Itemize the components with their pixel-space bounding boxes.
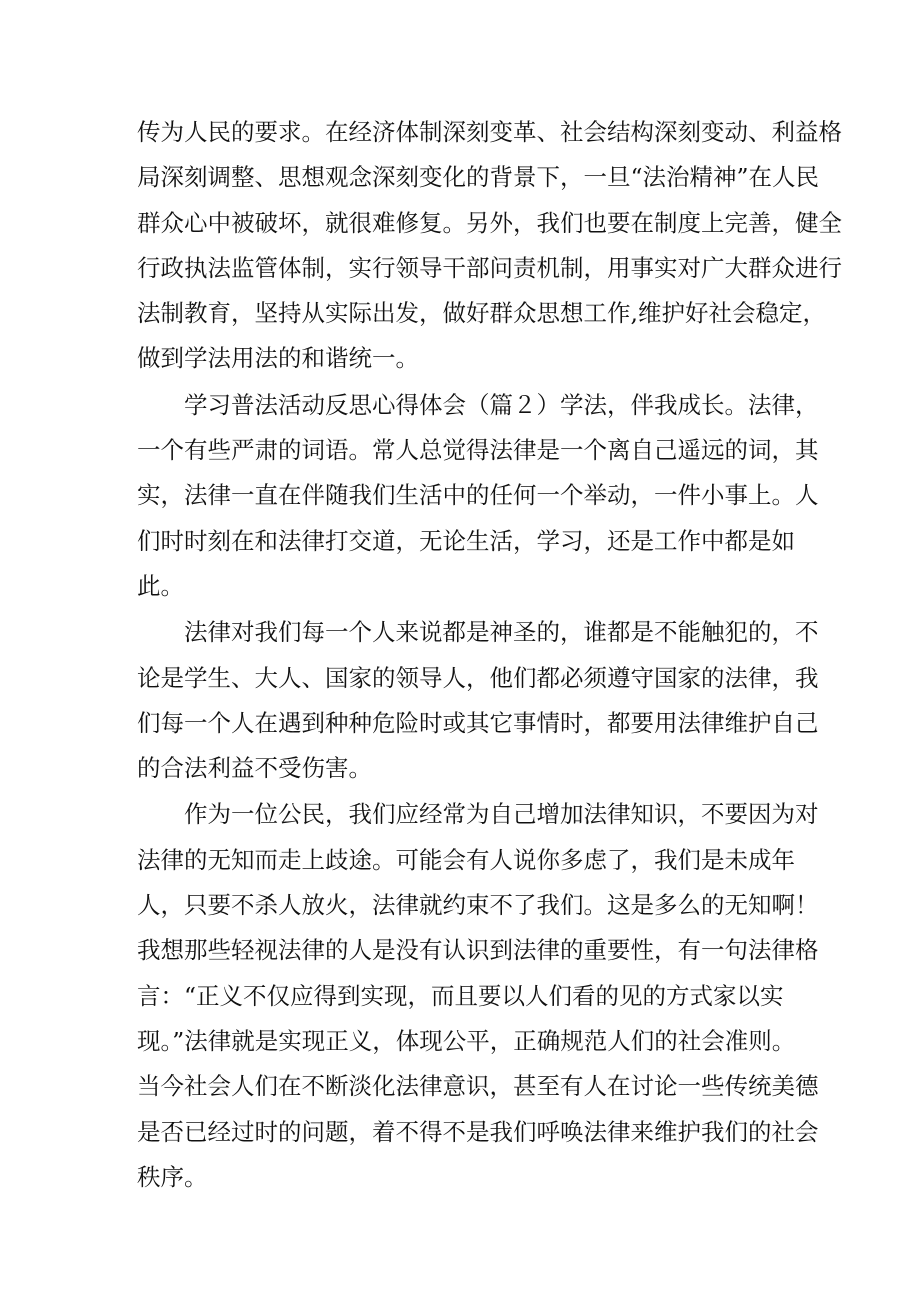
- text-line: 当今社会人们在不断淡化法律意识，甚至有人在讨论一些传统美德: [137, 1072, 819, 1101]
- text-line: 我想那些轻视法律的人是没有认识到法律的重要性，有一句法律格: [137, 936, 819, 965]
- text-line: 论是学生、大人、国家的领导人，他们都必须遵守国家的法律，我: [137, 663, 819, 692]
- text-line: 传为人民的要求。在经济体制深刻变革、社会结构深刻变动、利益格: [137, 118, 842, 146]
- text-line: 是否已经过时的问题，着不得不是我们呼唤法律来维护我们的社会: [137, 1117, 819, 1146]
- text-line: 法律的无知而走上歧途。可能会有人说你多虑了，我们是未成年: [137, 845, 795, 874]
- text-line: 行政执法监管体制，实行领导干部问责机制，用事实对广大群众进行: [137, 253, 842, 282]
- text-line: 们每一个人在遇到种种危险时或其它事情时，都要用法律维护自己: [137, 708, 819, 737]
- text-line: 学习普法活动反思心得体会（篇２）学法，伴我成长。法律，: [137, 390, 819, 419]
- text-line: 作为一位公民，我们应经常为自己增加法律知识，不要因为对: [137, 800, 819, 829]
- text-line: 言：“正义不仅应得到实现，而且要以人们看的见的方式家以实: [137, 981, 784, 1010]
- text-line: 人，只要不杀人放火，法律就约束不了我们。这是多么的无知啊！: [137, 891, 819, 920]
- text-line: 此。: [137, 571, 184, 600]
- text-line: 局深刻调整、思想观念深刻变化的背景下，一旦“法治精神”在人民: [137, 163, 820, 192]
- text-line: 们时时刻在和法律打交道，无论生活，学习，还是工作中都是如: [137, 526, 795, 555]
- text-line: 做到学法用法的和谐统一。: [137, 344, 419, 373]
- text-line: 现。”法律就是实现正义，体现公平，正确规范人们的社会准则。: [137, 1026, 796, 1055]
- text-line: 法制教育，坚持从实际出发，做好群众思想工作,维护好社会稳定，: [137, 299, 826, 328]
- paragraph-2: [137, 383, 819, 609]
- document-body: [137, 110, 842, 1200]
- text-line: 法律对我们每一个人来说都是神圣的，谁都是不能触犯的，不: [137, 618, 819, 647]
- paragraph-1: [137, 110, 842, 382]
- text-line: 实，法律一直在伴随我们生活中的任何一个举动，一件小事上。人: [137, 481, 819, 510]
- text-line: 秩序。: [137, 1162, 208, 1191]
- text-line: 一个有些严肃的词语。常人总觉得法律是一个离自己遥远的词，其: [137, 436, 819, 465]
- text-line: 的合法利益不受伤害。: [137, 754, 372, 783]
- text-line: 群众心中被破坏，就很难修复。另外，我们也要在制度上完善，健全: [137, 208, 842, 237]
- paragraph-3: [137, 610, 819, 791]
- paragraph-4: [137, 792, 819, 1200]
